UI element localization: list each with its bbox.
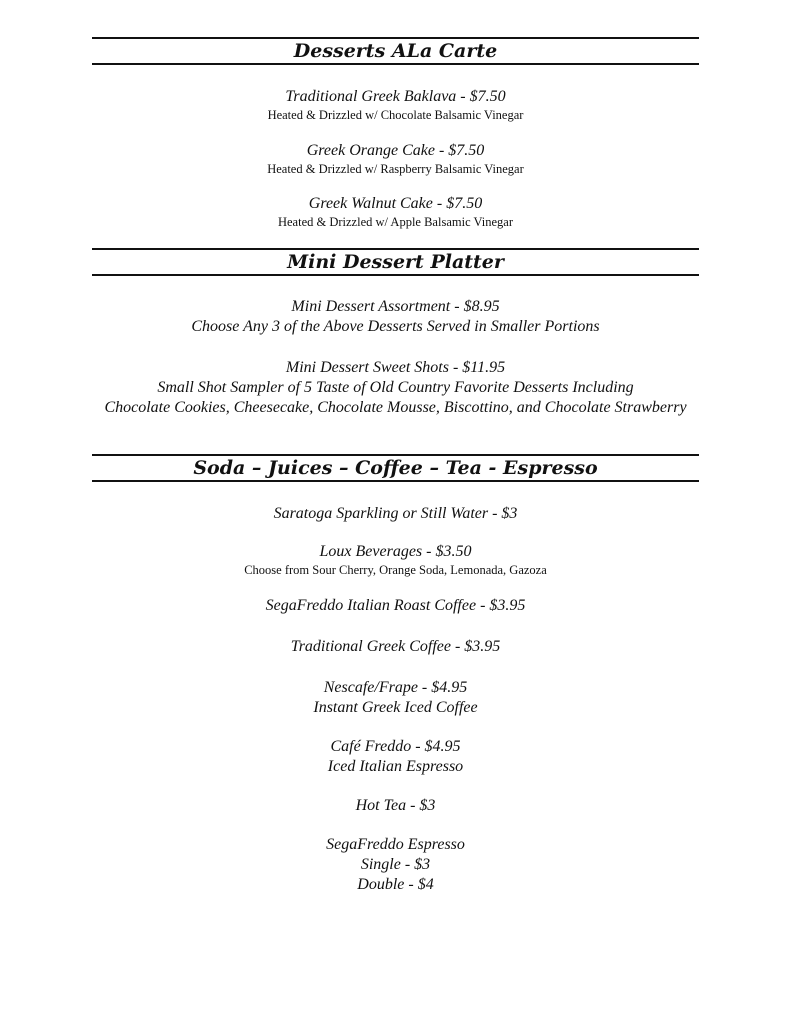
- item-name: Traditional Greek Baklava - $7.50: [285, 88, 506, 105]
- item-line: Single - $3: [360, 856, 431, 873]
- item-description: Choose from Sour Cherry, Orange Soda, Lemonada, Gazoza: [244, 563, 547, 577]
- item-name: Greek Orange Cake - $7.50: [306, 142, 485, 159]
- menu-item-nescafe: [0, 678, 791, 718]
- item-description: Heated & Drizzled w/ Raspberry Balsamic Vinegar: [267, 162, 524, 176]
- item-line: Mini Dessert Sweet Shots - $11.95: [285, 359, 506, 376]
- menu-item-loux: [0, 542, 791, 578]
- item-line: Traditional Greek Coffee - $3.95: [290, 638, 501, 655]
- item-line: Hot Tea - $3: [355, 797, 436, 814]
- menu-item-italian-roast: [0, 596, 791, 616]
- menu-item-walnut-cake: [0, 194, 791, 230]
- menu-item-water: [0, 504, 791, 524]
- item-line: Café Freddo - $4.95: [330, 738, 461, 755]
- item-description: Heated & Drizzled w/ Chocolate Balsamic Vinegar: [267, 108, 524, 122]
- item-line: Chocolate Cookies, Cheesecake, Chocolate Mousse, Biscottino, and Chocolate Strawberry: [104, 399, 687, 416]
- section-title: Soda – Juices – Coffee – Tea - Espresso: [193, 457, 598, 479]
- item-line: Loux Beverages - $3.50: [319, 543, 472, 560]
- item-line: Nescafe/Frape - $4.95: [323, 679, 468, 696]
- item-line: Choose Any 3 of the Above Desserts Served in Smaller Portions: [191, 318, 600, 335]
- menu-item-cafe-freddo: [0, 737, 791, 777]
- item-line: Instant Greek Iced Coffee: [313, 699, 478, 716]
- item-line: Iced Italian Espresso: [327, 758, 464, 775]
- section-header-desserts: [92, 37, 699, 65]
- item-line: Mini Dessert Assortment - $8.95: [291, 298, 500, 315]
- section-title: Mini Dessert Platter: [287, 251, 504, 273]
- item-line: SegaFreddo Espresso: [326, 836, 465, 853]
- menu-item-greek-coffee: [0, 637, 791, 657]
- section-header-beverages: [92, 454, 699, 482]
- item-line: Small Shot Sampler of 5 Taste of Old Country Favorite Desserts Including: [157, 379, 634, 396]
- menu-item-baklava: [0, 87, 791, 123]
- menu-item-sweet-shots: [0, 358, 791, 418]
- item-name: Greek Walnut Cake - $7.50: [308, 195, 483, 212]
- item-line: Saratoga Sparkling or Still Water - $3: [273, 505, 518, 522]
- menu-item-orange-cake: [0, 141, 791, 177]
- item-line: Double - $4: [357, 876, 434, 893]
- menu-item-mini-assortment: [0, 297, 791, 337]
- section-title: Desserts ALa Carte: [293, 40, 498, 62]
- menu-item-espresso: [0, 835, 791, 895]
- item-description: Heated & Drizzled w/ Apple Balsamic Vinegar: [277, 215, 514, 229]
- menu-item-hot-tea: [0, 796, 791, 816]
- item-line: SegaFreddo Italian Roast Coffee - $3.95: [265, 597, 526, 614]
- section-header-mini-dessert: [92, 248, 699, 276]
